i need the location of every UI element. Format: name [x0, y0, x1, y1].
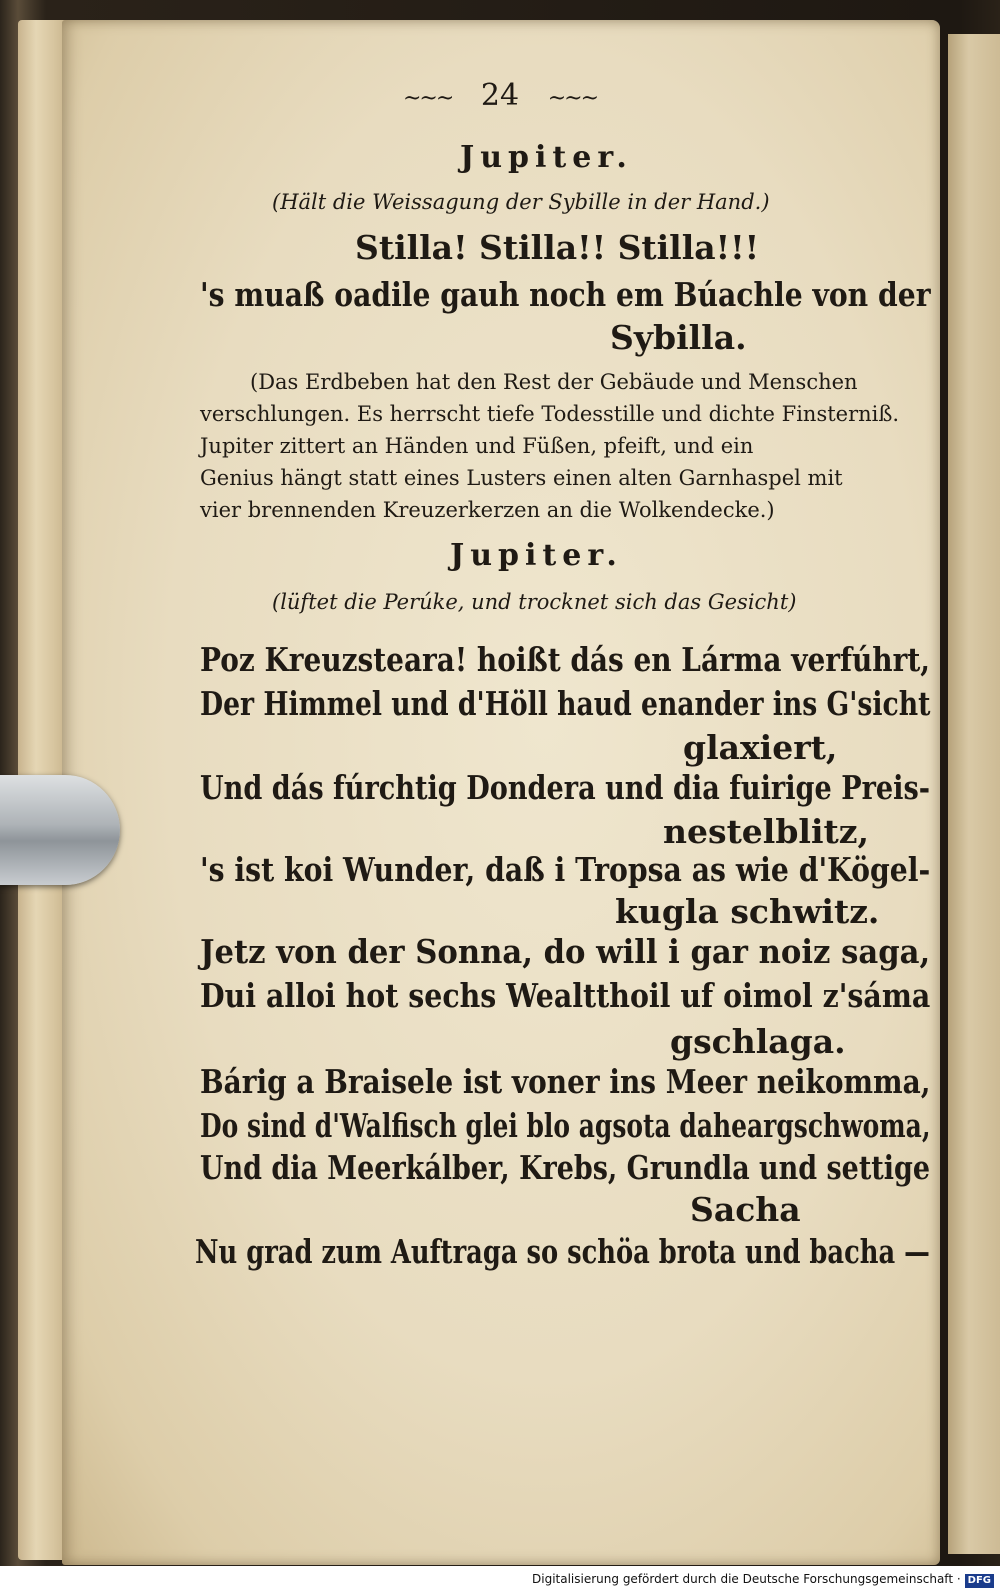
- ornament-right: ~~~: [547, 86, 598, 111]
- stage-direction: (lüftet die Perúke, und trocknet sich das Gesicht): [272, 590, 797, 614]
- verse-line: Poz Kreuzsteara! hoißt dás en Lárma verfúhrt,: [200, 640, 931, 679]
- verse-line: glaxiert,: [683, 728, 838, 767]
- verse-line: Bárig a Braisele ist voner ins Meer neikomma,: [200, 1062, 931, 1101]
- verse-line: kugla schwitz.: [615, 892, 880, 931]
- verse-line: Sybilla.: [610, 318, 747, 357]
- speaker-heading: Jupiter.: [460, 140, 633, 175]
- verse-line: Do sind d'Walfisch glei blo agsota daheargschwoma,: [200, 1106, 931, 1145]
- verse-line: 's ist koi Wunder, daß i Tropsa as wie d'Kögel-: [200, 850, 931, 889]
- stage-direction-line: Genius hängt statt eines Lusters einen alten Garnhaspel mit: [200, 466, 843, 490]
- page-clip: [0, 775, 120, 885]
- verse-line: Der Himmel und d'Höll haud enander ins G'sicht: [200, 684, 931, 723]
- verse-line: Nu grad zum Auftraga so schöa brota und bacha —: [195, 1232, 930, 1271]
- verse-line: Sacha: [690, 1190, 801, 1229]
- page-header: [0, 78, 1000, 113]
- ornament-left: ~~~: [402, 86, 453, 111]
- footer-bar: [0, 1566, 1000, 1592]
- verse-line: Stilla! Stilla!! Stilla!!!: [355, 228, 760, 267]
- verse-line: Und dia Meerkálber, Krebs, Grundla und settige: [200, 1148, 930, 1187]
- footer-credit: Digitalisierung gefördert durch die Deutsche Forschungsgemeinschaft ·: [532, 1572, 961, 1586]
- verse-line: Jetz von der Sonna, do will i gar noiz saga,: [200, 932, 931, 971]
- stage-direction-line: verschlungen. Es herrscht tiefe Todesstille und dichte Finsterniß.: [200, 402, 900, 426]
- verse-line: gschlaga.: [670, 1022, 846, 1061]
- facing-page-edge: [948, 34, 1000, 1554]
- stage-direction-line: vier brennenden Kreuzerkerzen an die Wolkendecke.): [200, 498, 775, 522]
- speaker-heading: Jupiter.: [450, 538, 623, 573]
- verse-line: nestelblitz,: [663, 812, 869, 851]
- dfg-logo: DFG: [965, 1574, 994, 1588]
- page-number: 24: [480, 78, 520, 113]
- verse-line: Dui alloi hot sechs Wealtthoil uf oimol z'sáma: [200, 976, 931, 1015]
- stage-direction-line: (Das Erdbeben hat den Rest der Gebäude und Menschen: [250, 370, 858, 394]
- verse-line: 's muaß oadile gauh noch em Búachle von der: [200, 275, 931, 314]
- stage-direction: (Hält die Weissagung der Sybille in der Hand.): [272, 190, 770, 214]
- verse-line: Und dás fúrchtig Dondera und dia fuirige Preis-: [200, 768, 930, 807]
- stage-direction-line: Jupiter zittert an Händen und Füßen, pfeift, und ein: [200, 434, 754, 458]
